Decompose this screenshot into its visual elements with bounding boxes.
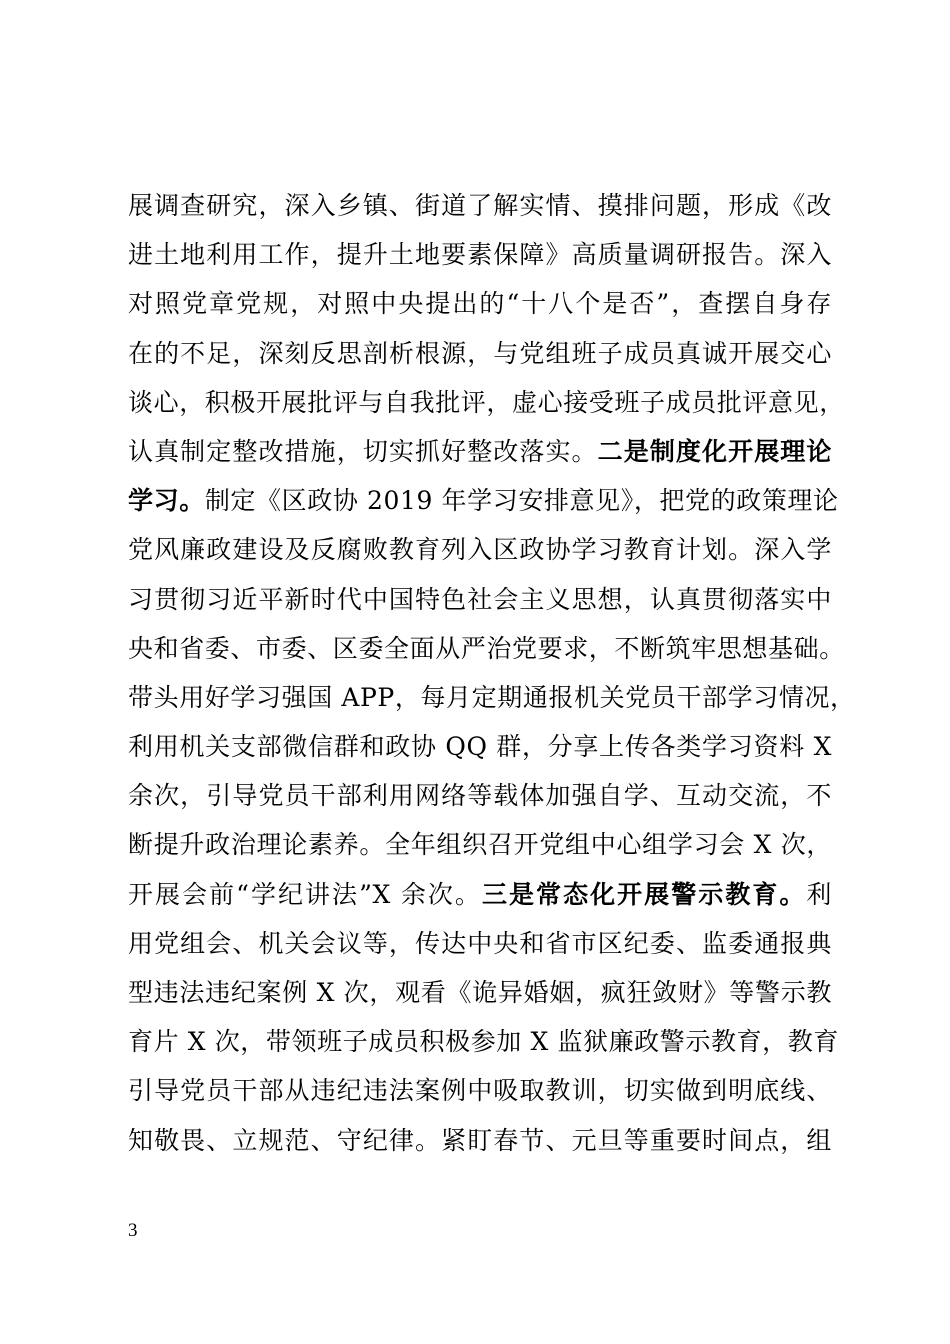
text-line bbox=[128, 771, 832, 820]
body-text: 断提升政治理论素养。全年组织召开党组中心组学习会 X 次， bbox=[128, 830, 832, 860]
body-text: 型违法违纪案例 X 次，观看《诡异婚姻，疯狂敛财》等警示教 bbox=[128, 978, 832, 1007]
text-line bbox=[128, 673, 856, 722]
text-line bbox=[128, 919, 832, 968]
text-line bbox=[128, 820, 832, 869]
text-line bbox=[128, 575, 832, 624]
body-text: 开展会前“学纪讲法”X 余次。 bbox=[128, 879, 482, 909]
document-body bbox=[128, 181, 856, 1165]
body-text: 展调查研究，深入乡镇、街道了解实情、摸排问题，形成《改 bbox=[128, 191, 832, 220]
bold-heading-text: 二是制度化开展理论 bbox=[597, 436, 832, 466]
text-line bbox=[128, 230, 832, 279]
text-line bbox=[128, 427, 832, 476]
body-text: 党风廉政建设及反腐败教育列入区政协学习教育计划。深入学 bbox=[128, 535, 832, 565]
text-line bbox=[128, 329, 832, 378]
body-text: 对照党章党规，对照中央提出的“十八个是否”，查摆自身存 bbox=[128, 289, 832, 319]
body-text: 制定《区政协 2019 年学习安排意见》，把党的政策理论 bbox=[204, 486, 839, 516]
body-text: 育片 X 次，带领班子成员积极参加 X 监狱廉政警示教育，教育 bbox=[128, 1027, 839, 1057]
body-text: 带头用好学习强国 APP，每月定期通报机关党员干部学习情况， bbox=[128, 682, 856, 712]
body-text: 利用机关支部微信群和政协 QQ 群，分享上传各类学习资料 X bbox=[128, 732, 832, 762]
text-line bbox=[128, 722, 832, 771]
body-text: 用党组会、机关会议等，传达中央和省市区纪委、监委通报典 bbox=[128, 928, 832, 958]
bold-heading-text: 学习。 bbox=[128, 486, 205, 516]
body-text: 利 bbox=[806, 879, 832, 909]
body-text: 进土地利用工作，提升土地要素保障》高质量调研报告。深入 bbox=[128, 240, 832, 270]
text-line bbox=[128, 968, 832, 1017]
body-text: 余次，引导党员干部利用网络等载体加强自学、互动交流，不 bbox=[128, 781, 832, 811]
body-text: 认真制定整改措施，切实抓好整改落实。 bbox=[128, 436, 598, 466]
bold-heading-text: 三是常态化开展警示教育。 bbox=[481, 879, 807, 909]
text-line bbox=[128, 476, 839, 525]
text-line bbox=[128, 1066, 832, 1115]
text-line bbox=[128, 181, 832, 230]
text-line bbox=[128, 525, 832, 574]
text-line bbox=[128, 378, 845, 427]
body-text: 在的不足，深刻反思剖析根源，与党组班子成员真诚开展交心 bbox=[128, 338, 832, 368]
body-text: 引导党员干部从违纪违法案例中吸取教训，切实做到明底线、 bbox=[128, 1076, 832, 1106]
text-line bbox=[128, 279, 832, 328]
text-line bbox=[128, 624, 845, 673]
text-line bbox=[128, 870, 832, 919]
body-text: 央和省委、市委、区委全面从严治党要求，不断筑牢思想基础。 bbox=[128, 633, 845, 663]
page-number: 3 bbox=[128, 1220, 138, 1241]
body-text: 谈心，积极开展批评与自我批评，虚心接受班子成员批评意见， bbox=[128, 387, 845, 417]
text-line bbox=[128, 1116, 832, 1165]
text-line bbox=[128, 1017, 839, 1066]
body-text: 习贯彻习近平新时代中国特色社会主义思想，认真贯彻落实中 bbox=[128, 584, 832, 614]
body-text: 知敬畏、立规范、守纪律。紧盯春节、元旦等重要时间点，组 bbox=[128, 1125, 832, 1155]
